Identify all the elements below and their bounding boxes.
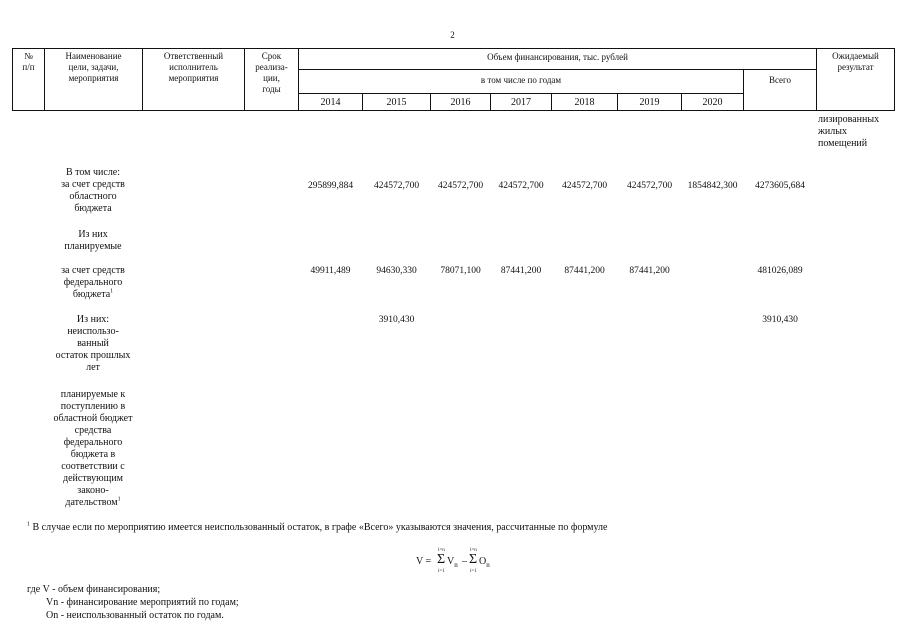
- footnote-ref-1: 1: [110, 288, 114, 295]
- value-cell: 424572,700: [437, 181, 484, 191]
- value-cell: 94630,330: [376, 266, 417, 276]
- value-cell: 49911,489: [310, 266, 351, 276]
- value-cell: 424572,700: [498, 181, 544, 191]
- value-cell: 424572,700: [373, 181, 420, 191]
- where-line-on: On - неиспользованный остаток по годам.: [46, 610, 224, 621]
- value-cell: 87441,200: [629, 266, 670, 276]
- value-cell: 87441,200: [564, 266, 605, 276]
- where-line-v: где V - объем финансирования;: [27, 584, 161, 595]
- footnote-ref-1: 1: [117, 496, 121, 503]
- year-2017: 2017: [511, 97, 531, 108]
- page-number: 2: [450, 30, 455, 40]
- header-no: № п/п: [22, 51, 35, 72]
- expected-result-note: лизированных жилых помещений: [818, 114, 880, 149]
- row-label-federal-budget: за счет средств федерального бюджета$^1$: [61, 265, 125, 300]
- value-cell: 78071,100: [440, 266, 481, 276]
- footnote-marker: 1: [27, 521, 30, 528]
- footnote-text: $^1$ В случае если по мероприятию имеется неиспользованный остаток, в графе «Всего» указываются значения, рассчитанные по формуле: [27, 521, 608, 533]
- row-label-planned: Из них планируемые: [64, 229, 122, 252]
- value-cell: 3910,430: [378, 315, 415, 325]
- total-cell: 3910,430: [762, 315, 798, 325]
- total-cell: 481026,089: [757, 266, 803, 276]
- total-cell: 4273605,684: [755, 181, 805, 191]
- header-result: Ожидаемый результат: [832, 51, 879, 72]
- row-label-planned-federal: планируемые к поступлению в областной бюджет средства федерального бюджета в соответствии с действующим законо- дательством$^1$: [53, 389, 133, 508]
- year-2016: 2016: [450, 97, 471, 108]
- year-2015: 2015: [386, 97, 407, 108]
- value-cell: 424572,700: [626, 181, 673, 191]
- value-cell: 424572,700: [561, 181, 608, 191]
- year-2019: 2019: [639, 97, 660, 108]
- value-cell: 1854842,300: [687, 181, 738, 191]
- value-cell: 87441,200: [500, 266, 542, 276]
- year-2018: 2018: [574, 97, 595, 108]
- formula: V = i=n Σ i=1 $V_n$ – i=n Σ i=1 $O_n$: [416, 548, 490, 574]
- row-label-regional-budget: В том числе: за счет средств областного бюджета: [61, 167, 125, 214]
- header-by-years: в том числе по годам: [480, 75, 562, 85]
- where-line-vn: Vn - финансирование мероприятий по годам;: [46, 597, 239, 608]
- year-2020: 2020: [702, 97, 723, 108]
- header-total: Всего: [768, 75, 792, 85]
- header-term: Срок реализа- ции, годы: [255, 51, 288, 94]
- header-name: Наименование цели, задачи, мероприятия: [65, 51, 122, 83]
- row-label-unused-balance: Из них: неиспользо- ванный остаток прошлых лет: [55, 314, 131, 373]
- value-cell: 295899,884: [307, 181, 354, 191]
- header-funding: Объем финансирования, тыс. рублей: [487, 52, 628, 62]
- year-2014: 2014: [320, 97, 341, 108]
- header-responsible: Ответственный исполнитель мероприятия: [163, 51, 224, 83]
